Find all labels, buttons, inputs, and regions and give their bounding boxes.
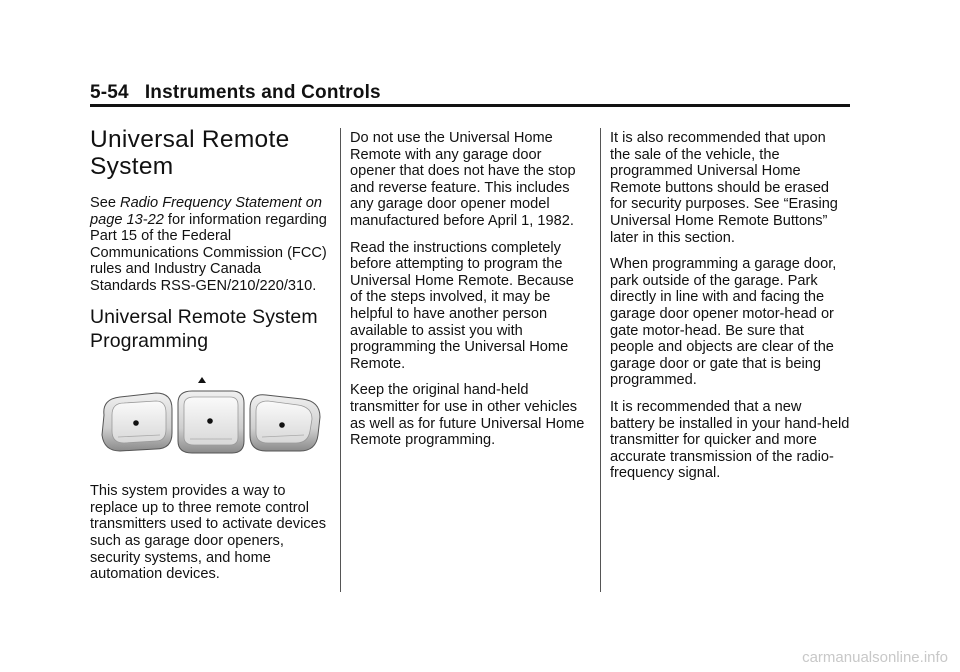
paragraph: It is recommended that a new battery be installed in your hand-held transmitter for quicker and more accurate transmission of the radio-frequency signal. — [610, 398, 850, 482]
section-heading: Universal Remote System Programming — [90, 305, 318, 352]
paragraph: Read the instructions completely before attempting to program the Universal Home Remote. Because of the steps involved, it may be helpful to have another person available to assist you with programming the Universal Home Remote. — [350, 239, 574, 372]
paragraph: Keep the original hand-held transmitter for use in other vehicles as well as for future Universal Home Remote programming. — [350, 382, 585, 449]
page-title: Universal Remote System — [90, 126, 290, 180]
column-3 — [610, 130, 850, 492]
indicator-light-icon — [198, 377, 206, 383]
page-header — [90, 82, 381, 104]
remote-buttons-illustration — [90, 363, 330, 473]
see-paragraph: See Radio Frequency Statement on page 13-22 for information regarding Part 15 of the Federal Communications Commission (FCC) rules and Industry Canada Standards RSS-GEN/210/220/310. — [90, 195, 327, 294]
column-divider — [340, 128, 341, 592]
paragraph: This system provides a way to replace up to three remote control transmitters used to activate devices such as garage door openers, security systems, and home automation devices. — [90, 483, 327, 583]
paragraph: When programming a garage door, park outside of the garage. Park directly in line with and facing the garage door opener motor-head or gate motor-head. Be sure that people and objects are clear of the garage door or gate that is being programmed. — [610, 256, 837, 389]
column-divider — [600, 128, 601, 592]
paragraph: It is also recommended that upon the sale of the vehicle, the programmed Universal Home Remote buttons should be erased for security purposes. See “Erasing Universal Home Remote Buttons” later in this section. — [610, 130, 838, 246]
watermark: carmanualsonline.info — [802, 649, 948, 666]
button-2-dot-icon — [207, 418, 213, 424]
button-1-dot-icon — [133, 420, 139, 426]
column-1 — [90, 126, 330, 593]
cross-reference-link[interactable]: Radio Frequency Statement on page 13-22 — [90, 195, 323, 228]
header-rule — [90, 104, 850, 107]
column-2 — [350, 130, 590, 459]
section-title: Instruments and Controls — [144, 82, 381, 103]
page-number: 5-54 — [90, 82, 129, 103]
paragraph: Do not use the Universal Home Remote with any garage door opener that does not have the stop and reverse feature. This includes any garage door opener model manufactured before April 1, 1982. — [350, 130, 576, 229]
button-3-dot-icon — [279, 422, 285, 428]
